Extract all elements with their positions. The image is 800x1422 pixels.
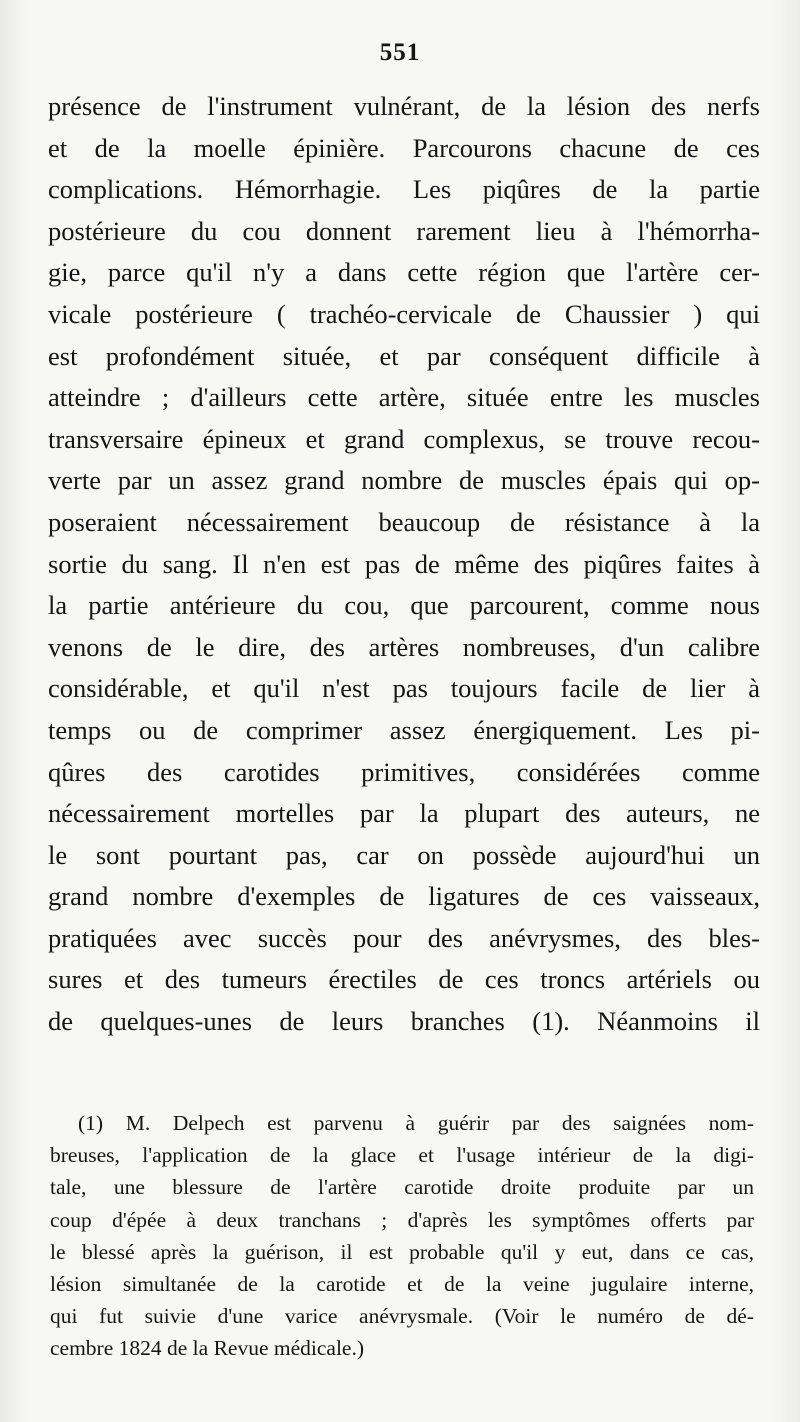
footnote-line: le blessé après la guérison, il est probable qu'il y eut, dans ce cas, <box>50 1239 754 1264</box>
footnote <box>50 1107 754 1365</box>
main-text <box>48 86 760 1043</box>
text-line: verte par un assez grand nombre de muscles épais qui op- <box>48 465 760 496</box>
footnote-line: cembre 1824 de la Revue médicale.) <box>50 1336 364 1361</box>
text-line: gie, parce qu'il n'y a dans cette région que l'artère cer- <box>48 257 760 288</box>
text-line: nécessairement mortelles par la plupart des auteurs, ne <box>48 798 760 829</box>
text-line: est profondément située, et par conséquent difficile à <box>48 340 760 371</box>
text-line: complications. Hémorrhagie. Les piqûres de la partie <box>48 174 760 205</box>
page-number: 551 <box>379 39 421 66</box>
text-line: qûres des carotides primitives, considérées comme <box>48 756 760 787</box>
footnote-line: (1) M. Delpech est parvenu à guérir par des saignées nom- <box>78 1111 754 1135</box>
text-line: atteindre ; d'ailleurs cette artère, située entre les muscles <box>48 382 760 413</box>
text-line: la partie antérieure du cou, que parcourent, comme nous <box>48 590 760 621</box>
text-line: sortie du sang. Il n'en est pas de même des piqûres faites à <box>48 548 760 579</box>
text-line: temps ou de comprimer assez énergiquement. Les pi- <box>48 714 760 745</box>
text-line: poseraient nécessairement beaucoup de résistance à la <box>48 506 760 537</box>
text-line: présence de l'instrument vulnérant, de la lésion des nerfs <box>48 91 760 121</box>
text-line: postérieure du cou donnent rarement lieu à l'hémorrha- <box>48 215 760 246</box>
text-line: considérable, et qu'il n'est pas toujours facile de lier à <box>48 673 760 704</box>
footnote-line: tale, une blessure de l'artère carotide droite produite par un <box>50 1175 754 1200</box>
text-line: pratiquées avec succès pour des anévrysmes, des bles- <box>48 922 760 953</box>
text-line: le sont pourtant pas, car on possède aujourd'hui un <box>48 839 760 870</box>
text-line: grand nombre d'exemples de ligatures de ces vaisseaux, <box>48 881 760 912</box>
footnote-line: coup d'épée à deux tranchans ; d'après les symptômes offerts par <box>50 1207 754 1232</box>
footnote-line: qui fut suivie d'une varice anévrysmale. (Voir le numéro de dé- <box>50 1304 754 1329</box>
text-line: vicale postérieure ( trachéo-cervicale de Chaussier ) qui <box>48 298 760 329</box>
text-line: venons de le dire, des artères nombreuses, d'un calibre <box>48 631 760 662</box>
text-line: et de la moelle épinière. Parcourons chacune de ces <box>48 132 760 163</box>
text-line: de quelques-unes de leurs branches (1). Néanmoins il <box>48 1006 760 1037</box>
footnote-line: lésion simultanée de la carotide et de la veine jugulaire interne, <box>50 1271 754 1296</box>
text-line: sures et des tumeurs érectiles de ces troncs artériels ou <box>48 964 760 995</box>
text-line: transversaire épineux et grand complexus, se trouve recou- <box>48 423 760 454</box>
footnote-line: breuses, l'application de la glace et l'usage intérieur de la digi- <box>50 1143 754 1168</box>
